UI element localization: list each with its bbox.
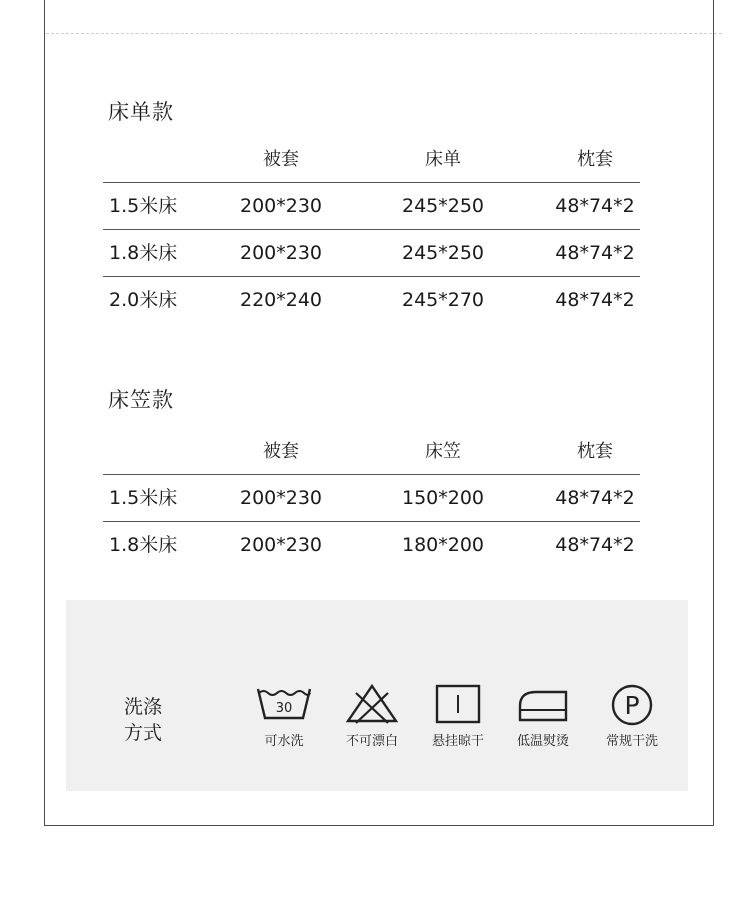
table-header [103, 138, 640, 182]
wash-instructions-panel [66, 600, 688, 791]
bed-size: 1.8米床 [109, 534, 178, 556]
care-item-dry-clean [592, 684, 672, 749]
header-sheet: 床单 [425, 149, 461, 170]
bed-size: 1.8米床 [109, 242, 178, 264]
wash-method-label [124, 694, 170, 746]
table-row [103, 276, 640, 323]
header-duvet-cover: 被套 [263, 149, 299, 170]
dry-clean-symbol: P [624, 691, 640, 720]
wash-label-line1: 洗涤 [124, 696, 163, 718]
pillow-size: 48*74*2 [555, 487, 635, 509]
bed-size: 1.5米床 [109, 487, 178, 509]
sheet-size-table [103, 138, 640, 323]
duvet-size: 200*230 [239, 487, 323, 509]
fitted-size-table [103, 430, 640, 568]
header-fitted-sheet: 床笠 [425, 441, 461, 462]
sheet-section-title: 床单款 [108, 100, 174, 124]
care-label: 常规干洗 [605, 734, 658, 749]
wash-tub-icon [255, 684, 313, 724]
care-item-no-bleach [332, 684, 412, 749]
bed-size: 1.5米床 [109, 195, 178, 217]
wash-temp: 30 [275, 701, 293, 716]
wash-label-line2: 方式 [124, 722, 163, 744]
fitted-size: 180*200 [401, 534, 485, 556]
care-item-low-iron [503, 684, 583, 749]
care-label: 可水洗 [264, 734, 304, 749]
duvet-size: 200*230 [239, 195, 323, 217]
table-row [103, 521, 640, 568]
pillow-size: 48*74*2 [555, 534, 635, 556]
header-duvet-cover: 被套 [263, 441, 299, 462]
pillow-size: 48*74*2 [555, 289, 635, 311]
sheet-size: 245*250 [401, 195, 485, 217]
care-label: 悬挂晾干 [431, 734, 484, 749]
sheet-size: 245*270 [401, 289, 485, 311]
table-header [103, 430, 640, 474]
dry-clean-p-icon [603, 684, 661, 728]
care-label: 不可漂白 [345, 734, 398, 749]
care-item-washable [244, 684, 324, 749]
pillow-size: 48*74*2 [555, 242, 635, 264]
pillow-size: 48*74*2 [555, 195, 635, 217]
no-bleach-icon [343, 684, 401, 724]
bed-size: 2.0米床 [109, 289, 178, 311]
fitted-size: 150*200 [401, 487, 485, 509]
table-row [103, 474, 640, 521]
fitted-section-title: 床笠款 [108, 388, 174, 412]
table-row [103, 182, 640, 229]
sheet-size: 245*250 [401, 242, 485, 264]
header-pillowcase: 枕套 [577, 149, 613, 170]
care-item-hang-dry [418, 684, 498, 749]
header-pillowcase: 枕套 [577, 441, 613, 462]
duvet-size: 200*230 [239, 242, 323, 264]
hang-dry-icon [429, 684, 487, 724]
duvet-size: 200*230 [239, 534, 323, 556]
care-label: 低温熨烫 [516, 734, 569, 749]
dashed-divider [46, 33, 722, 34]
table-row [103, 229, 640, 276]
duvet-size: 220*240 [239, 289, 323, 311]
low-iron-icon [514, 684, 572, 724]
